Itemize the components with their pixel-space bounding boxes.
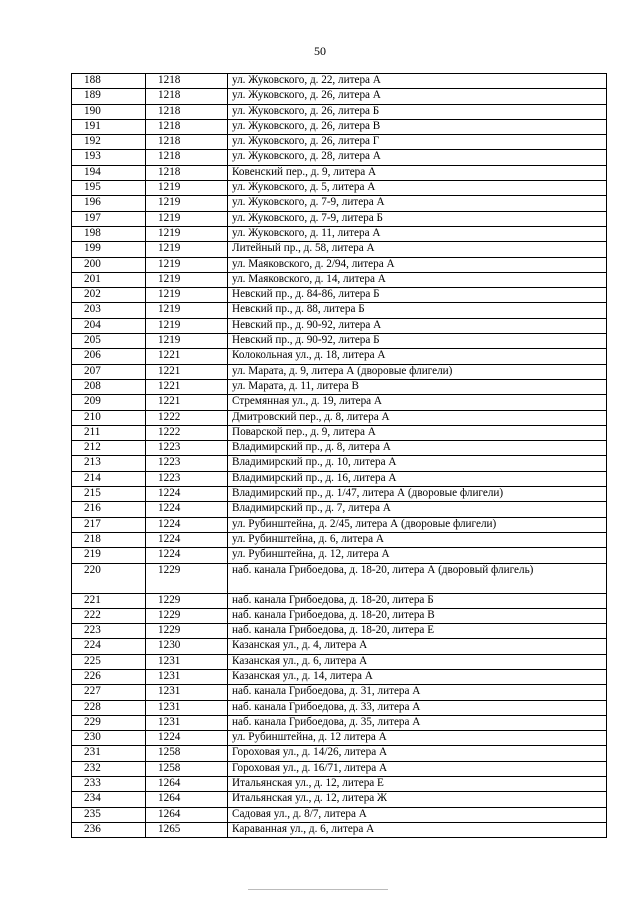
object-code: 1219 bbox=[146, 334, 228, 349]
row-number: 212 bbox=[72, 441, 146, 456]
row-number: 223 bbox=[72, 624, 146, 639]
object-code: 1218 bbox=[146, 74, 228, 89]
address-cell: Гороховая ул., д. 16/71, литера А bbox=[228, 761, 607, 776]
address-cell: ул. Жуковского, д. 5, литера А bbox=[228, 181, 607, 196]
table-row bbox=[72, 288, 607, 303]
address-cell: Садовая ул., д. 8/7, литера А bbox=[228, 807, 607, 822]
address-cell: ул. Жуковского, д. 7-9, литера А bbox=[228, 196, 607, 211]
table-row bbox=[72, 181, 607, 196]
object-code: 1218 bbox=[146, 165, 228, 180]
address-cell: Владимирский пр., д. 7, литера А bbox=[228, 502, 607, 517]
table-row bbox=[72, 563, 607, 593]
row-number: 200 bbox=[72, 257, 146, 272]
object-code: 1264 bbox=[146, 807, 228, 822]
object-code: 1224 bbox=[146, 731, 228, 746]
object-code: 1219 bbox=[146, 242, 228, 257]
table-row bbox=[72, 593, 607, 608]
address-cell: Ковенский пер., д. 9, литера А bbox=[228, 165, 607, 180]
row-number: 231 bbox=[72, 746, 146, 761]
address-cell: наб. канала Грибоедова, д. 18-20, литера В bbox=[228, 608, 607, 623]
object-code: 1258 bbox=[146, 761, 228, 776]
table-row bbox=[72, 700, 607, 715]
object-code: 1218 bbox=[146, 119, 228, 134]
row-number: 236 bbox=[72, 822, 146, 837]
object-code: 1231 bbox=[146, 685, 228, 700]
object-code: 1219 bbox=[146, 303, 228, 318]
object-code: 1224 bbox=[146, 502, 228, 517]
table-row bbox=[72, 364, 607, 379]
address-cell: Невский пр., д. 90-92, литера Б bbox=[228, 334, 607, 349]
object-code: 1221 bbox=[146, 395, 228, 410]
row-number: 227 bbox=[72, 685, 146, 700]
object-code: 1224 bbox=[146, 548, 228, 563]
object-code: 1219 bbox=[146, 181, 228, 196]
address-cell: наб. канала Грибоедова, д. 18-20, литера Е bbox=[228, 624, 607, 639]
row-number: 201 bbox=[72, 272, 146, 287]
page-number: 50 bbox=[314, 44, 326, 58]
address-cell: Невский пр., д. 88, литера Б bbox=[228, 303, 607, 318]
object-code: 1230 bbox=[146, 639, 228, 654]
row-number: 222 bbox=[72, 608, 146, 623]
address-cell: ул. Жуковского, д. 26, литера А bbox=[228, 89, 607, 104]
address-cell: ул. Маяковского, д. 2/94, литера А bbox=[228, 257, 607, 272]
object-code: 1223 bbox=[146, 441, 228, 456]
address-cell: Дмитровский пер., д. 8, литера А bbox=[228, 410, 607, 425]
row-number: 195 bbox=[72, 181, 146, 196]
row-number: 216 bbox=[72, 502, 146, 517]
object-code: 1229 bbox=[146, 593, 228, 608]
object-code: 1231 bbox=[146, 715, 228, 730]
row-number: 193 bbox=[72, 150, 146, 165]
row-number: 234 bbox=[72, 792, 146, 807]
address-cell: ул. Жуковского, д. 26, литера В bbox=[228, 119, 607, 134]
address-cell: Итальянская ул., д. 12, литера Ж bbox=[228, 792, 607, 807]
footer-rule bbox=[248, 889, 388, 890]
row-number: 224 bbox=[72, 639, 146, 654]
object-code: 1218 bbox=[146, 150, 228, 165]
object-code: 1221 bbox=[146, 379, 228, 394]
object-code: 1224 bbox=[146, 517, 228, 532]
address-cell: наб. канала Грибоедова, д. 18-20, литера Б bbox=[228, 593, 607, 608]
object-code: 1218 bbox=[146, 89, 228, 104]
address-cell: ул. Жуковского, д. 22, литера А bbox=[228, 74, 607, 89]
table-body bbox=[72, 74, 607, 838]
table-row bbox=[72, 654, 607, 669]
row-number: 233 bbox=[72, 777, 146, 792]
row-number: 196 bbox=[72, 196, 146, 211]
address-cell: Гороховая ул., д. 14/26, литера А bbox=[228, 746, 607, 761]
table-row bbox=[72, 303, 607, 318]
table-row bbox=[72, 196, 607, 211]
table-row bbox=[72, 807, 607, 822]
object-code: 1219 bbox=[146, 257, 228, 272]
object-code: 1265 bbox=[146, 822, 228, 837]
row-number: 213 bbox=[72, 456, 146, 471]
address-table bbox=[71, 73, 607, 838]
object-code: 1224 bbox=[146, 532, 228, 547]
row-number: 225 bbox=[72, 654, 146, 669]
address-cell: ул. Марата, д. 9, литера А (дворовые флигели) bbox=[228, 364, 607, 379]
address-cell: наб. канала Грибоедова, д. 33, литера А bbox=[228, 700, 607, 715]
table-row bbox=[72, 731, 607, 746]
object-code: 1218 bbox=[146, 135, 228, 150]
table-row bbox=[72, 639, 607, 654]
address-cell: наб. канала Грибоедова, д. 35, литера А bbox=[228, 715, 607, 730]
table-row bbox=[72, 119, 607, 134]
address-cell: Стремянная ул., д. 19, литера А bbox=[228, 395, 607, 410]
address-cell: ул. Жуковского, д. 26, литера Б bbox=[228, 104, 607, 119]
table-row bbox=[72, 425, 607, 440]
table-row bbox=[72, 272, 607, 287]
address-cell: ул. Рубинштейна, д. 12, литера А bbox=[228, 548, 607, 563]
address-cell: Итальянская ул., д. 12, литера Е bbox=[228, 777, 607, 792]
row-number: 221 bbox=[72, 593, 146, 608]
object-code: 1231 bbox=[146, 669, 228, 684]
row-number: 190 bbox=[72, 104, 146, 119]
table-row bbox=[72, 104, 607, 119]
row-number: 229 bbox=[72, 715, 146, 730]
object-code: 1264 bbox=[146, 792, 228, 807]
object-code: 1219 bbox=[146, 226, 228, 241]
table-row bbox=[72, 685, 607, 700]
object-code: 1219 bbox=[146, 288, 228, 303]
row-number: 214 bbox=[72, 471, 146, 486]
table-row bbox=[72, 624, 607, 639]
address-cell: ул. Маяковского, д. 14, литера А bbox=[228, 272, 607, 287]
row-number: 211 bbox=[72, 425, 146, 440]
address-cell: Поварской пер., д. 9, литера А bbox=[228, 425, 607, 440]
object-code: 1264 bbox=[146, 777, 228, 792]
table-row bbox=[72, 74, 607, 89]
row-number: 218 bbox=[72, 532, 146, 547]
address-cell: Невский пр., д. 84-86, литера Б bbox=[228, 288, 607, 303]
address-cell: Невский пр., д. 90-92, литера А bbox=[228, 318, 607, 333]
address-cell: Владимирский пр., д. 8, литера А bbox=[228, 441, 607, 456]
table-row bbox=[72, 349, 607, 364]
address-cell: ул. Жуковского, д. 7-9, литера Б bbox=[228, 211, 607, 226]
table-row bbox=[72, 608, 607, 623]
table-row bbox=[72, 777, 607, 792]
object-code: 1229 bbox=[146, 624, 228, 639]
row-number: 226 bbox=[72, 669, 146, 684]
object-code: 1219 bbox=[146, 318, 228, 333]
row-number: 189 bbox=[72, 89, 146, 104]
table-row bbox=[72, 395, 607, 410]
table-row bbox=[72, 456, 607, 471]
table-row bbox=[72, 532, 607, 547]
table-row bbox=[72, 379, 607, 394]
address-cell: ул. Рубинштейна, д. 12 литера А bbox=[228, 731, 607, 746]
object-code: 1222 bbox=[146, 410, 228, 425]
row-number: 194 bbox=[72, 165, 146, 180]
table-row bbox=[72, 410, 607, 425]
object-code: 1221 bbox=[146, 364, 228, 379]
table-row bbox=[72, 792, 607, 807]
row-number: 208 bbox=[72, 379, 146, 394]
table-row bbox=[72, 226, 607, 241]
table-row bbox=[72, 761, 607, 776]
table-row bbox=[72, 746, 607, 761]
row-number: 204 bbox=[72, 318, 146, 333]
object-code: 1219 bbox=[146, 272, 228, 287]
object-code: 1218 bbox=[146, 104, 228, 119]
row-number: 192 bbox=[72, 135, 146, 150]
table-row bbox=[72, 135, 607, 150]
address-cell: ул. Жуковского, д. 28, литера А bbox=[228, 150, 607, 165]
row-number: 235 bbox=[72, 807, 146, 822]
object-code: 1258 bbox=[146, 746, 228, 761]
address-cell: Литейный пр., д. 58, литера А bbox=[228, 242, 607, 257]
row-number: 232 bbox=[72, 761, 146, 776]
object-code: 1231 bbox=[146, 700, 228, 715]
table-row bbox=[72, 487, 607, 502]
object-code: 1231 bbox=[146, 654, 228, 669]
address-cell: Владимирский пр., д. 10, литера А bbox=[228, 456, 607, 471]
row-number: 219 bbox=[72, 548, 146, 563]
table-row bbox=[72, 257, 607, 272]
table-row bbox=[72, 211, 607, 226]
table-row bbox=[72, 669, 607, 684]
table-row bbox=[72, 334, 607, 349]
table-row bbox=[72, 150, 607, 165]
address-cell: Казанская ул., д. 6, литера А bbox=[228, 654, 607, 669]
table-row bbox=[72, 502, 607, 517]
address-cell: Колокольная ул., д. 18, литера А bbox=[228, 349, 607, 364]
row-number: 217 bbox=[72, 517, 146, 532]
row-number: 205 bbox=[72, 334, 146, 349]
object-code: 1219 bbox=[146, 196, 228, 211]
table-row bbox=[72, 165, 607, 180]
object-code: 1223 bbox=[146, 456, 228, 471]
object-code: 1221 bbox=[146, 349, 228, 364]
object-code: 1222 bbox=[146, 425, 228, 440]
row-number: 202 bbox=[72, 288, 146, 303]
table-row bbox=[72, 517, 607, 532]
address-cell: Владимирский пр., д. 16, литера А bbox=[228, 471, 607, 486]
table-row bbox=[72, 548, 607, 563]
row-number: 215 bbox=[72, 487, 146, 502]
table-row bbox=[72, 318, 607, 333]
row-number: 209 bbox=[72, 395, 146, 410]
row-number: 228 bbox=[72, 700, 146, 715]
address-cell: Казанская ул., д. 4, литера А bbox=[228, 639, 607, 654]
address-cell: ул. Рубинштейна, д. 6, литера А bbox=[228, 532, 607, 547]
object-code: 1219 bbox=[146, 211, 228, 226]
address-cell: Казанская ул., д. 14, литера А bbox=[228, 669, 607, 684]
table-row bbox=[72, 89, 607, 104]
address-cell: ул. Жуковского, д. 11, литера А bbox=[228, 226, 607, 241]
object-code: 1229 bbox=[146, 563, 228, 593]
address-cell: Караванная ул., д. 6, литера А bbox=[228, 822, 607, 837]
address-cell: ул. Жуковского, д. 26, литера Г bbox=[228, 135, 607, 150]
address-cell: Владимирский пр., д. 1/47, литера А (дворовые флигели) bbox=[228, 487, 607, 502]
row-number: 191 bbox=[72, 119, 146, 134]
object-code: 1224 bbox=[146, 487, 228, 502]
table-row bbox=[72, 441, 607, 456]
row-number: 203 bbox=[72, 303, 146, 318]
table-row bbox=[72, 471, 607, 486]
table-row bbox=[72, 715, 607, 730]
row-number: 206 bbox=[72, 349, 146, 364]
object-code: 1223 bbox=[146, 471, 228, 486]
address-cell: наб. канала Грибоедова, д. 31, литера А bbox=[228, 685, 607, 700]
address-cell: ул. Рубинштейна, д. 2/45, литера А (дворовые флигели) bbox=[228, 517, 607, 532]
row-number: 199 bbox=[72, 242, 146, 257]
row-number: 198 bbox=[72, 226, 146, 241]
row-number: 207 bbox=[72, 364, 146, 379]
object-code: 1229 bbox=[146, 608, 228, 623]
table-row bbox=[72, 822, 607, 837]
row-number: 210 bbox=[72, 410, 146, 425]
row-number: 230 bbox=[72, 731, 146, 746]
address-cell: наб. канала Грибоедова, д. 18-20, литера А (дворовый флигель) bbox=[228, 563, 607, 593]
row-number: 220 bbox=[72, 563, 146, 593]
row-number: 197 bbox=[72, 211, 146, 226]
table-row bbox=[72, 242, 607, 257]
address-cell: ул. Марата, д. 11, литера В bbox=[228, 379, 607, 394]
row-number: 188 bbox=[72, 74, 146, 89]
